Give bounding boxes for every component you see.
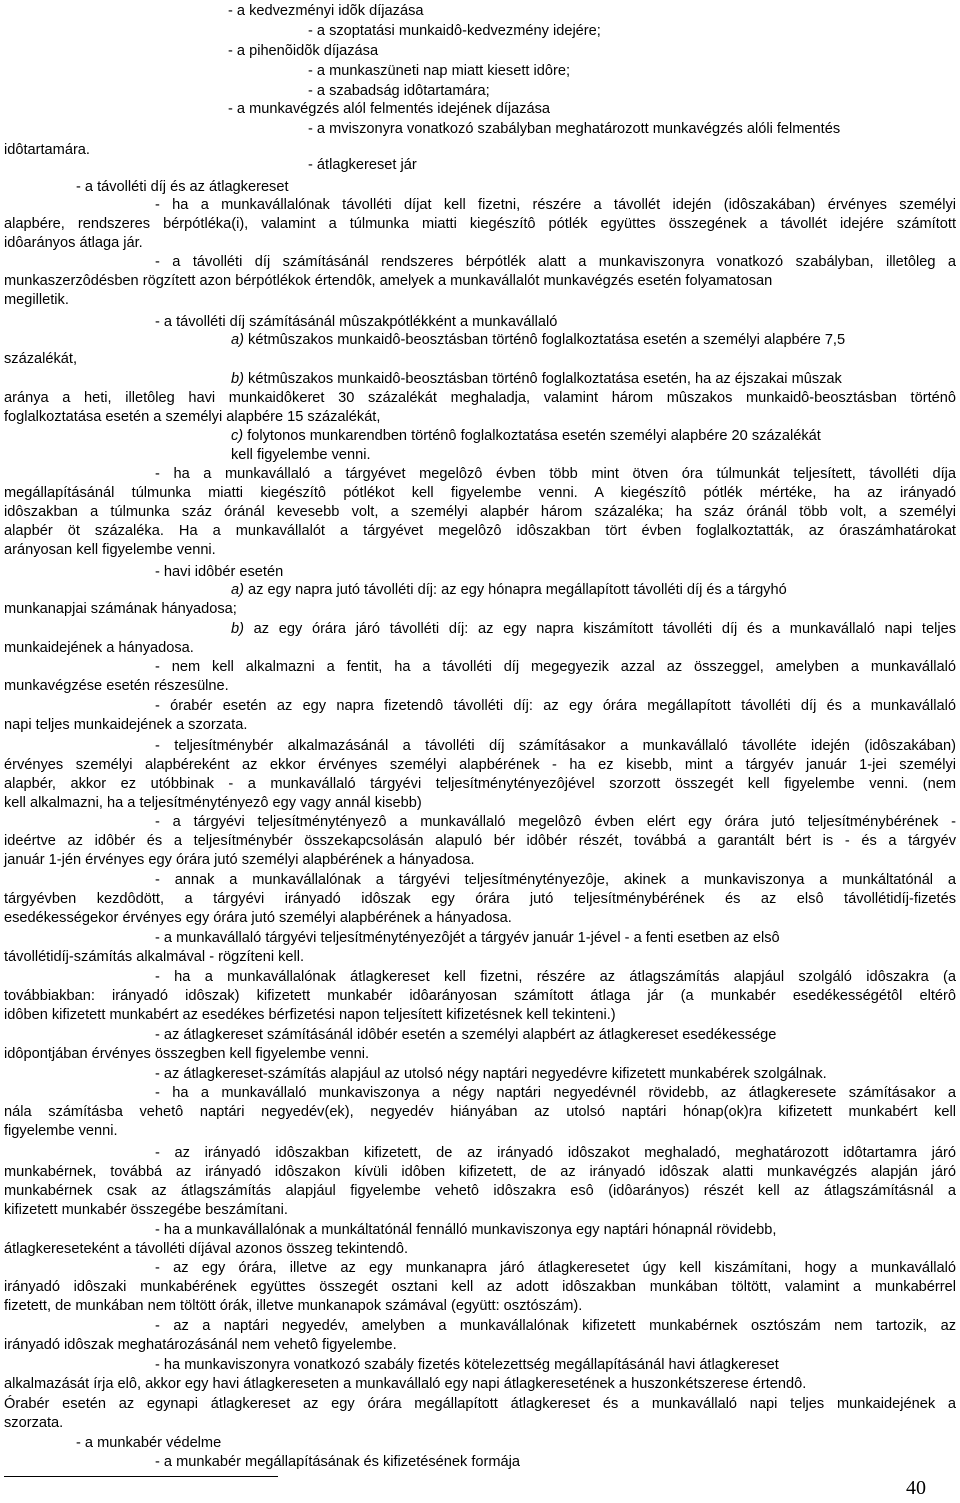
text-line: érvényes személyi alapbéreként az ekkor érvényes személyi alapbérének - ha ez kisebb, mint a tárgyév január 1-jei személyi [4,757,956,773]
text-line: - a munkaszüneti nap miatt kiesett idôre; [308,63,571,79]
text-line: alapbére, rendszeres bérpótléka(i), valamint a túlmunka miatti kiegészítô pótlék együttes összegének a távollét idejére számított [4,216,956,232]
text-line: b) az egy órára járó távolléti díj: az egy napra kiszámított távolléti díj és a munkavállaló napi teljes [231,621,956,637]
text-line: továbbiakban: irányadó idôszak) kifizetett munkabér idôarányosan számított átlaga jár (a munkabér esedékességétôl eltérô [4,988,956,1004]
text-line: - órabér esetén az egy napra fizetendô távolléti díj: az egy órára megállapított távolléti díj és a munkavállaló [155,698,956,714]
text-line: idôszakban a túlmunka száz óránál kevesebb volt, a személyi alapbér három százaléka; ha száz óránál több volt, a személyi [4,504,956,520]
text-line: átlagkereseteként a távolléti díjával azonos összeg tekintendô. [4,1241,409,1257]
text-line: munkabérnek, továbbá az irányadó idôszakon kívüli idôben kifizetett, de az irányadó idôszak alatti munkavégzés alapján járó [4,1164,956,1180]
text-line: aránya a heti, illetôleg havi munkaidôkeret 30 százalékát meghaladja, valamint három mûszakos munkaidô-beosztásban történô [4,390,956,406]
text-line: kell figyelembe venni. [231,447,371,463]
text-line: idôben kifizetett munkabért az esedékes bérfizetési napon teljesített kifizetésnek kell tekinteni.) [4,1007,616,1023]
text-line: - az a naptári negyedév, amelyben a munkavállalónak kifizetett munkabérnek osztószám nem tartozik, az [155,1318,956,1334]
text-line: tárgyévben kezdôdött, a tárgyévi irányadó idôszak egy órára jutó teljesítménybérének és az elsô távollétidíj-fizetés [4,891,956,907]
text-line: január 1-jén érvényes egy órára jutó személyi alapbérének a hányadosa. [4,852,475,868]
text-line: - átlagkereset jár [308,157,417,173]
text-line: figyelembe venni. [4,1123,118,1139]
text-line: munkavégzése esetén részesülne. [4,678,229,694]
text-line: kifizetett munkabér összegébe beszámítani. [4,1202,288,1218]
text-line: irányadó idôszaki munkabérének együttes összegét osztani kell az adott idôszakban munkában töltött, valamint a munkabérrel [4,1279,956,1295]
text-line: munkaszerzôdésben rögzített azon bérpótlékok értendôk, amelyek a munkavállalót munkavégzés esetén folyamatosan [4,273,773,289]
text-line: - annak a munkavállalónak a tárgyévi teljesítménytényezôje, akinek a munkaviszonya a munkáltatónál a [155,872,956,888]
text-line: százalékát, [4,351,78,367]
text-line: - a távolléti díj számításánál mûszakpótlékként a munkavállaló [155,314,558,330]
text-line: - az átlagkereset számításánál idôbér esetén a személyi alapbért az átlagkereset esedékessége [155,1027,777,1043]
text-line: esedékességekor érvényes egy órára jutó személyi alapbérének a hányadosa. [4,910,512,926]
text-line: - a munkabér védelme [76,1435,222,1451]
text-line: - ha a munkavállalónak távolléti díjat kell fizetni, részére a távollét idején (idôszakában) érvényes személyi [155,197,956,213]
text-line: nála számításba vehetô naptári negyedév(ek), negyedév hiányában az utolsó naptári hónap(ok)ra kifizetett munkabért kell [4,1104,956,1120]
text-line: - a szoptatási munkaidô-kedvezmény idejére; [308,23,601,39]
text-line: - a mviszonyra vonatkozó szabályban meghatározott munkavégzés alóli felmentés [308,121,841,137]
page-number: 40 [906,1477,926,1499]
text-line: - az egy órára, illetve az egy munkanapra járó átlagkeresetet úgy kell kiszámítani, hogy a munkavállaló [155,1260,956,1276]
text-line: b) kétmûszakos munkaidô-beosztásban történô foglalkoztatása esetén, ha az éjszakai mûszak [231,371,842,387]
text-line: fizetett, de munkában nem töltött órák, illetve munkanapok számával (együtt: osztószám). [4,1298,583,1314]
text-line: - nem kell alkalmazni a fentit, ha a távolléti díj megegyezik azzal az összeggel, amelyben a munkavállaló [155,659,956,675]
text-line: Órabér esetén az egynapi átlagkereset az egy órára megállapított átlagkereset és a munkavállaló napi teljes munkaidejének a [4,1396,956,1412]
text-line: - teljesítménybér alkalmazásánál a távolléti díj számításakor a munkavállaló távolléte idején (idôszakában) [155,738,956,754]
text-line: - a szabadság idôtartamára; [308,83,490,99]
text-line: c) folytonos munkarendben történô foglalkoztatása esetén személyi alapbére 20 százalékát [231,428,821,444]
text-line: foglalkoztatása esetén a személyi alapbére 15 százalékát, [4,409,381,425]
text-line: alapbér, akkor ez utóbbinak - a munkavállaló tárgyévi teljesítménytényezôjével szorzott összegét kell figyelembe venni. (nem [4,776,956,792]
text-line: távollétidíj-számítás alkalmával - rögzíteni kell. [4,949,305,965]
text-line: arányosan kell figyelembe venni. [4,542,216,558]
text-line: - a munkabér megállapításának és kifizetésének formája [155,1454,521,1470]
text-line: - a tárgyévi teljesítménytényezô a munkavállaló megelôzô évben elért egy órára jutó teljesítménybérének - [155,814,956,830]
text-line: - ha a munkavállaló munkaviszonya a négy naptári negyedévnél rövidebb, az átlagkeresete számításakor a [155,1085,956,1101]
text-line: - az irányadó idôszakban kifizetett, de az irányadó idôszakot meghaladó, meghatározott idôtartamra járó [155,1145,956,1161]
text-line: - ha a munkavállalónak a munkáltatónál fennálló munkaviszonya egy naptári hónapnál rövidebb, [155,1222,777,1238]
footnote-separator [4,1476,278,1477]
text-line: ideértve az idôbér és a teljesítménybér összekapcsolásán alapuló bér idôbér részét, továbbá a garantált bért is - és a tárgyév [4,833,956,849]
text-line: idôpontjában érvényes összegben kell figyelembe venni. [4,1046,370,1062]
text-line: - a pihenõidõk díjazása [228,43,379,59]
text-line: idôtartamára. [4,142,90,158]
text-line: - a munkavállaló tárgyévi teljesítménytényezôjét a tárgyév január 1-jével - a fenti esetben az elsô [155,930,780,946]
text-line: munkanapjai számának hányadosa; [4,601,237,617]
text-line: - a kedvezményi idõk díjazása [228,3,424,19]
text-line: szorzata. [4,1415,64,1431]
text-line: a) az egy napra jutó távolléti díj: az egy hónapra megállapított távolléti díj és a tárgyhó [231,582,787,598]
text-line: - a munkavégzés alól felmentés idejének díjazása [228,101,551,117]
text-line: - az átlagkereset-számítás alapjául az utolsó négy naptári negyedévre kifizetett munkabérek szolgálnak. [155,1066,827,1082]
text-line: - a távolléti díj és az átlagkereset [76,179,289,195]
text-line: - ha munkaviszonyra vonatkozó szabály fizetés kötelezettség megállapításánál havi átlagkereset [155,1357,779,1373]
text-line: irányadó idôszak meghatározásánál nem vehetô figyelembe. [4,1337,397,1353]
text-line: - a távolléti díj számításánál rendszeres bérpótlék alatt a munkaviszonyra vonatkozó szabályban, illetôleg a [155,254,956,270]
text-line: - ha a munkavállaló a tárgyévet megelôzô évben több mint ötven óra túlmunkát teljesített, távolléti díja [155,466,956,482]
text-line: megállapításánál túlmunka miatti kiegészítô pótlékot kell figyelembe venni. A kiegészítô pótlék mértéke, ha az irányadó [4,485,956,501]
text-line: alapbér öt százaléka. Ha a munkavállalót a tárgyévet megelôzô idôszakban tört évben foglalkoztatták, az óraszámhatárokat [4,523,956,539]
text-line: idôarányos átlaga jár. [4,235,143,251]
text-line: munkabérnek csak az átlagszámítás alapjául figyelembe vehetô idôszakra esô (idôarányos) részét kell az átlagszámításnál a [4,1183,956,1199]
text-line: munkaidejének a hányadosa. [4,640,194,656]
text-line: a) kétmûszakos munkaidô-beosztásban történô foglalkoztatása esetén a személyi alapbére 7,5 [231,332,846,348]
text-line: napi teljes munkaidejének a szorzata. [4,717,248,733]
text-line: kell alkalmazni, ha a teljesítménytényezô egy vagy annál kisebb) [4,795,422,811]
text-line: - havi idôbér esetén [155,564,284,580]
text-line: - ha a munkavállalónak átlagkereset kell fizetni, részére az átlagszámítás alapjául szolgáló idôszakra (a [155,969,956,985]
text-line: megilletik. [4,292,69,308]
text-line: alkalmazását írja elô, akkor egy havi átlagkereseten a munkavállaló egy napi átlagkeresetének a huszonkétszerese értendô. [4,1376,807,1392]
